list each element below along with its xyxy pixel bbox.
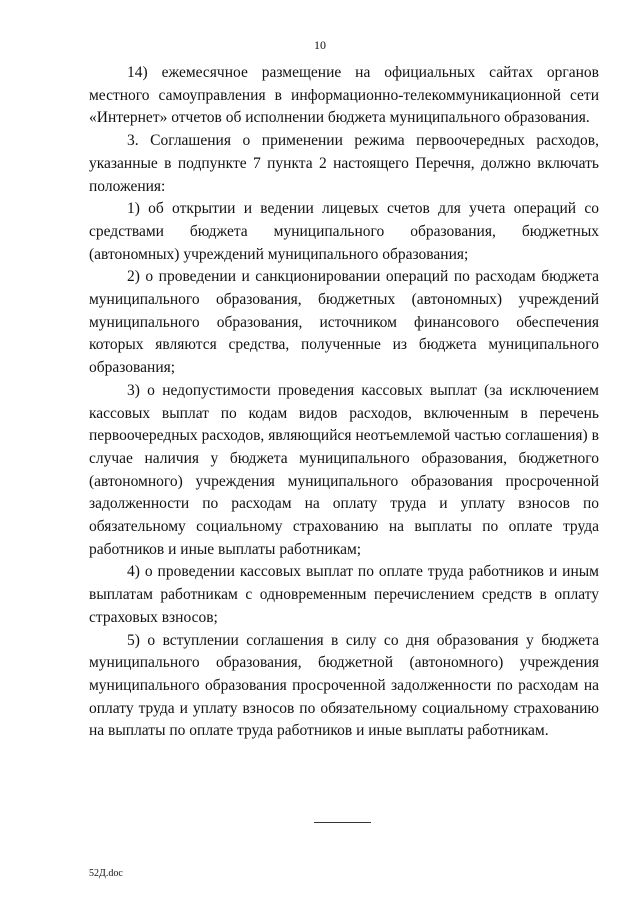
paragraph-item-5: 5) о вступлении соглашения в силу со дня образования у бюджета муниципального образования, бюджетной (автономного) учреждения муниципального образования просроченной задолженности по расходам на оплату труда и уплату взносов по обязательному социальному страхованию на выплаты по оплате труда работников и иные выплаты работникам. bbox=[89, 631, 599, 740]
paragraph-section-3: 3. Соглашения о применении режима первоочередных расходов, указанные в подпункте 7 пункта 2 настоящего Перечня, должно включать положения: bbox=[89, 132, 599, 195]
footer-filename: 52Д.doc bbox=[89, 868, 123, 879]
paragraph-item-1: 1) об открытии и ведении лицевых счетов для учета операций со средствами бюджета муниципального образования, бюджетных (автономных) учреждений муниципального образования; bbox=[89, 200, 599, 263]
document-body bbox=[89, 62, 599, 743]
end-divider bbox=[314, 822, 371, 823]
paragraph-item-14: 14) ежемесячное размещение на официальных сайтах органов местного самоуправления в информационно-телекоммуникационной сети «Интернет» отчетов об исполнении бюджета муниципального образования. bbox=[89, 64, 599, 127]
paragraph-item-2: 2) о проведении и санкционировании операций по расходам бюджета муниципального образования, бюджетных (автономных) учреждений муниципального образования, источником финансового обеспечения которых являются средства, полученные из бюджета муниципального образования; bbox=[89, 268, 599, 377]
paragraph-item-3: 3) о недопустимости проведения кассовых выплат (за исключением кассовых выплат по кодам видов расходов, включенным в перечень первоочередных расходов, являющийся неотъемлемой частью соглашения) в случае наличия у бюджета муниципального образования, бюджетного (автономного) учреждения муниципального образования просроченной задолженности по расходам на оплату труда и уплату взносов по обязательному социальному страхованию на выплаты по оплате труда работников и иные выплаты работникам; bbox=[89, 381, 599, 558]
page-number: 10 bbox=[314, 38, 326, 52]
paragraph-item-4: 4) о проведении кассовых выплат по оплате труда работников и иным выплатам работникам с одновременным перечислением средств в оплату страховых взносов; bbox=[89, 563, 599, 626]
